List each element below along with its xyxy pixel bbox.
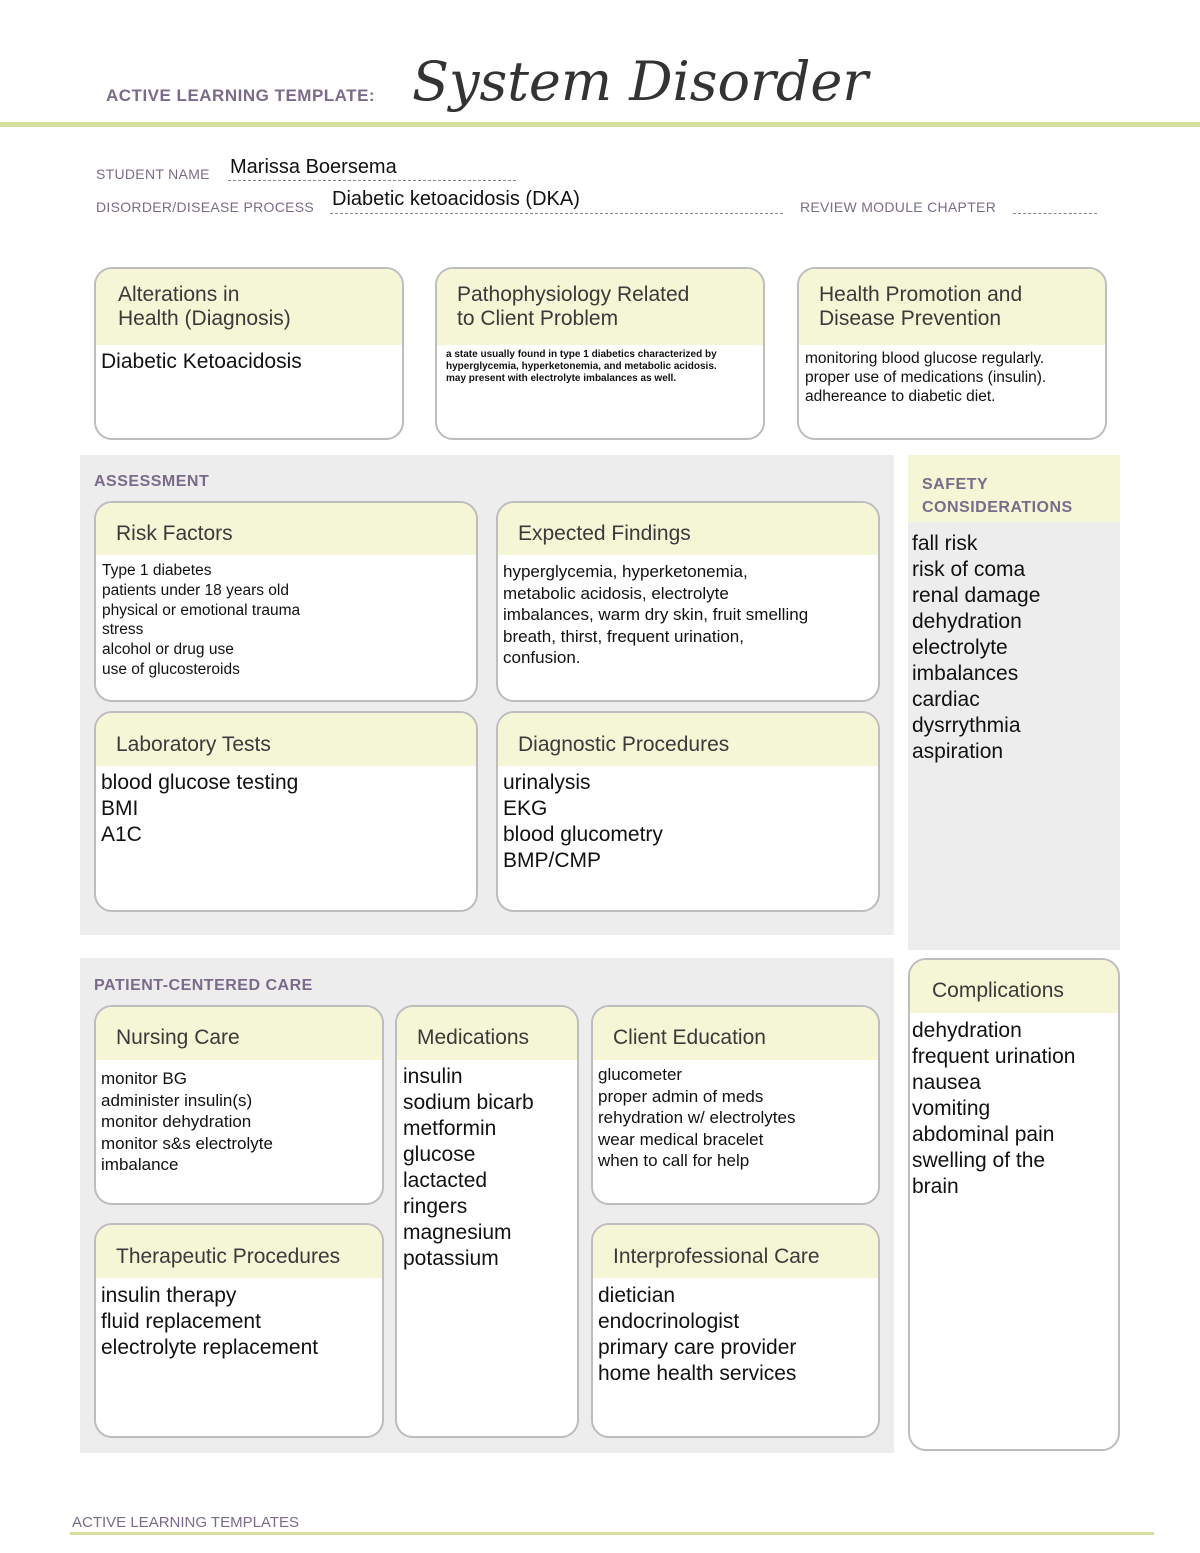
text-line: electrolyte	[912, 636, 1008, 659]
text-line: potassium	[403, 1247, 499, 1270]
diagnostic-procedures-content[interactable]	[498, 766, 878, 878]
text-line: stress	[102, 621, 144, 639]
safety-title-line1: SAFETY	[922, 476, 989, 493]
expected-findings-box	[496, 501, 880, 702]
text-line: monitor s&s electrolyte	[101, 1133, 273, 1153]
laboratory-tests-box	[94, 711, 478, 912]
text-line: monitor dehydration	[101, 1112, 252, 1131]
interprofessional-care-content[interactable]	[593, 1278, 878, 1391]
text-line: imbalance	[101, 1155, 179, 1174]
text-line: rehydration w/ electrolytes	[598, 1108, 796, 1127]
interprofessional-care-title: Interprofessional Care	[593, 1225, 878, 1278]
text-line: urinalysis	[503, 771, 591, 794]
nursing-care-title: Nursing Care	[96, 1007, 382, 1060]
text-line: Type 1 diabetes	[102, 562, 212, 579]
text-line: imbalances, warm dry skin, fruit smelling	[503, 605, 809, 624]
footer-label: ACTIVE LEARNING TEMPLATES	[72, 1514, 299, 1531]
alterations-title-line1: Alterations in	[118, 283, 240, 306]
text-line: EKG	[503, 797, 548, 820]
text-line: glucose	[403, 1143, 476, 1166]
text-line: brain	[912, 1175, 959, 1198]
template-label: ACTIVE LEARNING TEMPLATE:	[106, 86, 376, 105]
text-line: insulin	[403, 1065, 463, 1088]
text-line: hyperglycemia, hyperketonemia,	[503, 562, 748, 581]
alterations-in-health-box	[94, 267, 404, 440]
therapeutic-procedures-box	[94, 1223, 384, 1438]
pathophysiology-box	[435, 267, 765, 440]
text-line: dietician	[598, 1284, 676, 1307]
health-promotion-box	[797, 267, 1107, 440]
text-line: dysrrythmia	[912, 714, 1021, 737]
pathophysiology-title-line2: to Client Problem	[457, 307, 619, 330]
safety-title-line2: CONSIDERATIONS	[922, 499, 1073, 516]
text-line: fall risk	[912, 532, 978, 555]
therapeutic-procedures-title: Therapeutic Procedures	[96, 1225, 382, 1278]
interprofessional-care-box	[591, 1223, 880, 1438]
student-name-label: STUDENT NAME	[96, 166, 210, 182]
text-line: lactacted	[403, 1169, 488, 1192]
text-line: insulin therapy	[101, 1284, 237, 1307]
alterations-content[interactable]: Diabetic Ketoacidosis	[101, 350, 302, 373]
risk-factors-box	[94, 501, 478, 702]
student-name-field[interactable]: Marissa Boersema	[230, 156, 397, 178]
text-line: metabolic acidosis, electrolyte	[503, 583, 729, 603]
assessment-title: ASSESSMENT	[94, 473, 210, 490]
text-line: risk of coma	[912, 558, 1026, 581]
patient-centered-care-title: PATIENT-CENTERED CARE	[94, 977, 313, 994]
client-education-content[interactable]	[593, 1060, 878, 1176]
text-line: alcohol or drug use	[102, 641, 234, 659]
diagnostic-procedures-box	[496, 711, 880, 912]
text-line: proper use of medications (insulin).	[805, 369, 1047, 386]
disorder-field[interactable]: Diabetic ketoacidosis (DKA)	[332, 188, 580, 210]
safety-title	[922, 473, 1073, 519]
text-line: metformin	[403, 1117, 497, 1140]
text-line: nausea	[912, 1071, 981, 1094]
text-line: blood glucometry	[503, 823, 663, 846]
text-line: aspiration	[912, 740, 1004, 763]
client-education-title: Client Education	[593, 1007, 878, 1060]
text-line: vomiting	[912, 1097, 991, 1120]
text-line: frequent urination	[912, 1045, 1076, 1068]
therapeutic-procedures-content[interactable]	[96, 1278, 382, 1365]
safety-content[interactable]	[912, 531, 1040, 765]
text-line: breath, thirst, frequent urination,	[503, 626, 744, 646]
complications-title: Complications	[910, 960, 1118, 1013]
text-line: abdominal pain	[912, 1123, 1055, 1146]
health-promotion-title-line2: Disease Prevention	[819, 307, 1002, 330]
text-line: fluid replacement	[101, 1310, 261, 1333]
text-line: blood glucose testing	[101, 771, 299, 794]
text-line: monitoring blood glucose regularly.	[805, 350, 1045, 367]
diagnostic-procedures-title: Diagnostic Procedures	[498, 713, 878, 766]
medications-box	[395, 1005, 579, 1438]
client-education-box	[591, 1005, 880, 1205]
text-line: may present with electrolyte imbalances as well.	[446, 373, 677, 384]
review-chapter-label: REVIEW MODULE CHAPTER	[800, 199, 997, 215]
nursing-care-box	[94, 1005, 384, 1205]
text-line: proper admin of meds	[598, 1086, 764, 1106]
text-line: home health services	[598, 1362, 797, 1385]
text-line: cardiac	[912, 688, 980, 711]
medications-content[interactable]	[397, 1060, 577, 1276]
text-line: hyperglycemia, hyperketonemia, and metabolic acidosis.	[446, 361, 717, 372]
text-line: electrolyte replacement	[101, 1336, 319, 1359]
text-line: BMI	[101, 797, 139, 820]
health-promotion-content[interactable]	[799, 345, 1105, 410]
header-rule	[0, 122, 1200, 127]
review-chapter-underline	[1013, 213, 1097, 214]
text-line: confusion.	[503, 648, 581, 667]
complications-content[interactable]	[910, 1013, 1118, 1204]
text-line: magnesium	[403, 1221, 512, 1244]
text-line: A1C	[101, 823, 142, 846]
nursing-care-content[interactable]	[96, 1060, 382, 1180]
text-line: endocrinologist	[598, 1310, 740, 1333]
text-line: sodium bicarb	[403, 1091, 534, 1114]
text-line: adhereance to diabetic diet.	[805, 388, 996, 405]
expected-findings-content[interactable]	[498, 555, 878, 673]
text-line: dehydration	[912, 1019, 1022, 1042]
text-line: imbalances	[912, 662, 1019, 685]
text-line: renal damage	[912, 584, 1041, 607]
text-line: BMP/CMP	[503, 849, 602, 872]
text-line: dehydration	[912, 610, 1022, 633]
alterations-title-line2: Health (Diagnosis)	[118, 307, 291, 330]
page-title: System Disorder	[412, 50, 869, 113]
text-line: monitor BG	[101, 1069, 187, 1088]
medications-title: Medications	[397, 1007, 577, 1060]
text-line: when to call for help	[598, 1151, 750, 1170]
laboratory-tests-content[interactable]	[96, 766, 476, 852]
text-line: primary care provider	[598, 1336, 797, 1359]
laboratory-tests-title: Laboratory Tests	[96, 713, 476, 766]
risk-factors-content[interactable]	[96, 555, 476, 684]
pathophysiology-title-line1: Pathophysiology Related	[457, 283, 690, 306]
text-line: administer insulin(s)	[101, 1090, 253, 1110]
footer-rule	[70, 1532, 1154, 1535]
text-line: patients under 18 years old	[102, 581, 289, 599]
text-line: glucometer	[598, 1065, 683, 1084]
health-promotion-title-line1: Health Promotion and	[819, 283, 1023, 306]
disorder-label: DISORDER/DISEASE PROCESS	[96, 199, 315, 215]
risk-factors-title: Risk Factors	[96, 503, 476, 555]
text-line: ringers	[403, 1195, 468, 1218]
text-line: wear medical bracelet	[598, 1129, 764, 1149]
text-line: physical or emotional trauma	[102, 601, 301, 619]
text-line: a state usually found in type 1 diabetics characterized by	[446, 349, 717, 360]
student-name-underline	[228, 180, 516, 181]
text-line: use of glucosteroids	[102, 660, 240, 678]
pathophysiology-content[interactable]	[437, 345, 763, 389]
complications-box	[908, 958, 1120, 1451]
text-line: swelling of the	[912, 1149, 1046, 1172]
expected-findings-title: Expected Findings	[498, 503, 878, 555]
disorder-underline	[330, 213, 783, 214]
